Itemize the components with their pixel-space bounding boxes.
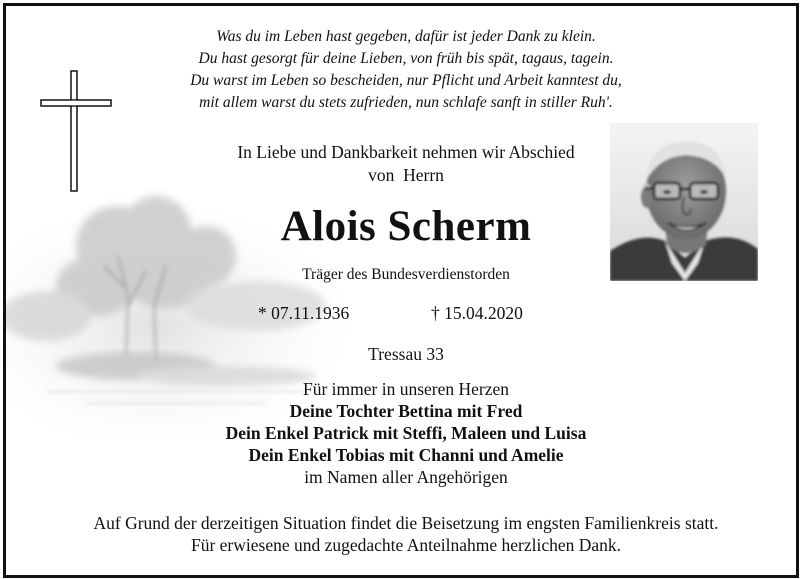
portrait-photo xyxy=(610,123,758,281)
family-member: Deine Tochter Bettina mit Fred xyxy=(289,401,523,421)
family-intro: Für immer in unseren Herzen xyxy=(302,379,510,399)
poem xyxy=(6,26,799,114)
poem-line: Was du im Leben hast gegeben, dafür ist jeder Dank zu klein. xyxy=(216,28,596,45)
footer-line: Für erwiesene und zugedachte Anteilnahme herzlichen Dank. xyxy=(190,535,622,555)
deceased-name: Alois Scherm xyxy=(280,203,532,250)
award-text: Träger des Bundesverdienstorden xyxy=(302,266,510,283)
death-date: † 15.04.2020 xyxy=(431,303,523,323)
funeral-note xyxy=(6,512,799,556)
intro-line: In Liebe und Dankbarkeit nehmen wir Abschied xyxy=(237,142,575,162)
family-closing: im Namen aller Angehörigen xyxy=(304,467,508,487)
poem-line: mit allem warst du stets zufrieden, nun schlafe sanft in stiller Ruh'. xyxy=(199,94,613,111)
family-member: Dein Enkel Patrick mit Steffi, Maleen und Luisa xyxy=(225,423,587,443)
family-member: Dein Enkel Tobias mit Channi und Amelie xyxy=(248,445,564,465)
footer-line: Auf Grund der derzeitigen Situation findet die Beisetzung im engsten Familienkreis statt. xyxy=(93,513,719,533)
family-block xyxy=(6,378,799,488)
poem-line: Du warst im Leben so bescheiden, nur Pflicht und Arbeit kanntest du, xyxy=(190,72,622,89)
intro-line: von Herrn xyxy=(368,165,444,185)
obituary-notice xyxy=(3,3,799,578)
poem-line: Du hast gesorgt für deine Lieben, von früh bis spät, tagaus, tagein. xyxy=(198,50,614,67)
address: Tressau 33 xyxy=(368,344,444,364)
birth-date: * 07.11.1936 xyxy=(258,303,350,323)
